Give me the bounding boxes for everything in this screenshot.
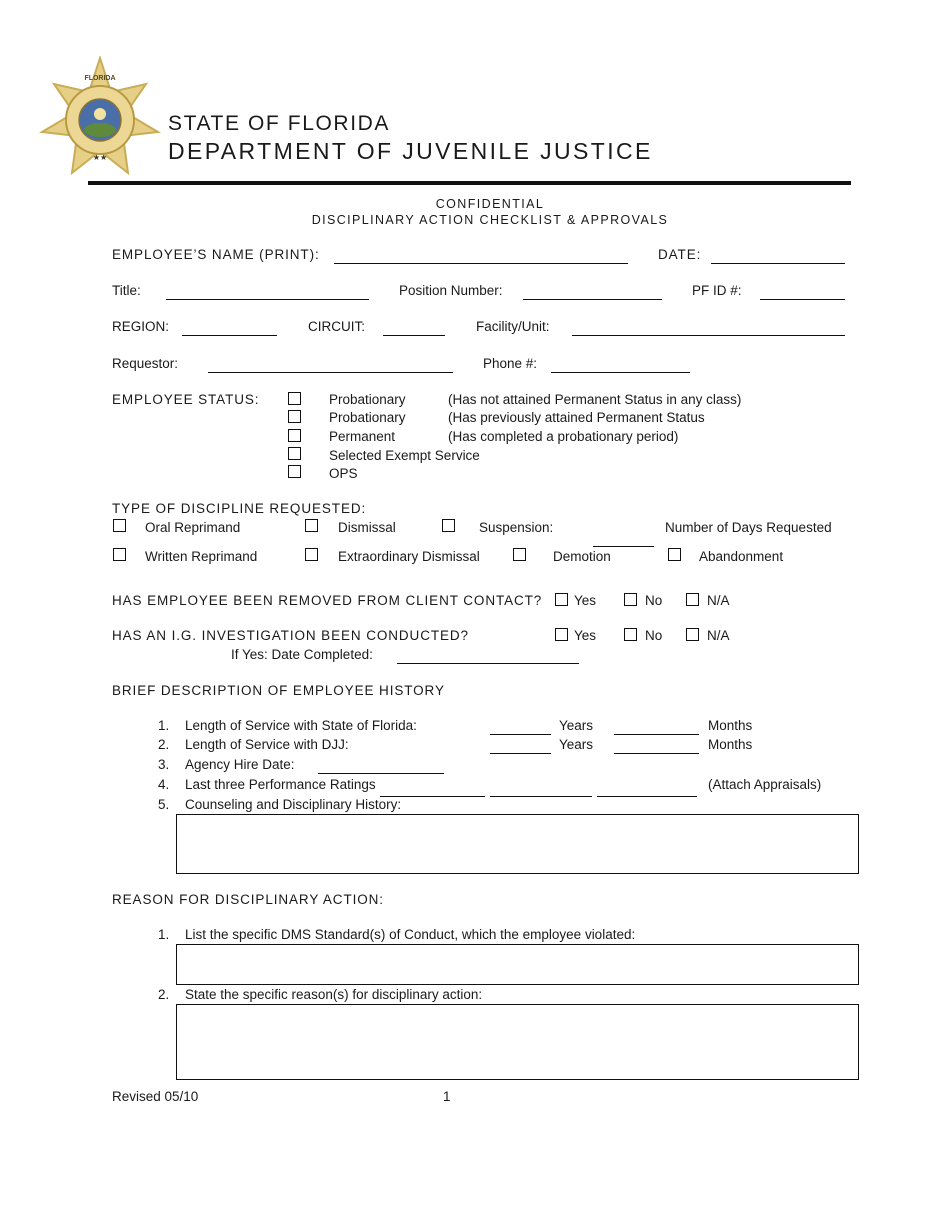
history-item-text: Counseling and Disciplinary History: bbox=[185, 797, 402, 812]
days-requested-label: Number of Days Requested bbox=[665, 520, 832, 535]
suspension-label: Suspension: bbox=[479, 520, 554, 535]
history-item-number: 1. bbox=[158, 718, 170, 733]
region-label: REGION: bbox=[112, 319, 170, 334]
written-reprimand-checkbox[interactable] bbox=[113, 548, 126, 561]
status-option-label: Probationary bbox=[329, 392, 406, 407]
yes-label: Yes bbox=[574, 628, 597, 643]
department-heading: DEPARTMENT OF JUVENILE JUSTICE bbox=[168, 138, 653, 164]
status-option-label: Permanent bbox=[329, 429, 396, 444]
status-option-label: Selected Exempt Service bbox=[329, 448, 480, 463]
no-label: No bbox=[645, 593, 663, 608]
state-service-years-field[interactable] bbox=[490, 734, 551, 735]
status-probationary-prior-checkbox[interactable] bbox=[288, 410, 301, 423]
facility-field[interactable] bbox=[572, 335, 845, 336]
phone-field[interactable] bbox=[551, 372, 690, 373]
employee-status-label: EMPLOYEE STATUS: bbox=[112, 392, 260, 407]
specific-reasons-textbox[interactable] bbox=[176, 1004, 859, 1080]
status-option-note: (Has previously attained Permanent Status bbox=[448, 410, 705, 425]
reason-item-number: 2. bbox=[158, 987, 170, 1002]
na-label: N/A bbox=[707, 628, 730, 643]
state-service-months-field[interactable] bbox=[614, 734, 699, 735]
yes-label: Yes bbox=[574, 593, 597, 608]
hire-date-field[interactable] bbox=[318, 773, 444, 774]
pf-id-field[interactable] bbox=[760, 299, 845, 300]
ig-yes-checkbox[interactable] bbox=[555, 628, 568, 641]
abandonment-label: Abandonment bbox=[699, 549, 784, 564]
written-reprimand-label: Written Reprimand bbox=[145, 549, 258, 564]
ig-investigation-question: HAS AN I.G. INVESTIGATION BEEN CONDUCTED? bbox=[112, 628, 469, 643]
demotion-checkbox[interactable] bbox=[513, 548, 526, 561]
reason-label: REASON FOR DISCIPLINARY ACTION: bbox=[112, 892, 384, 907]
history-label: BRIEF DESCRIPTION OF EMPLOYEE HISTORY bbox=[112, 683, 445, 698]
years-label: Years bbox=[559, 718, 594, 733]
ig-date-completed-field[interactable] bbox=[397, 663, 579, 664]
history-item-text: Length of Service with State of Florida: bbox=[185, 718, 417, 733]
oral-reprimand-checkbox[interactable] bbox=[113, 519, 126, 532]
ig-no-checkbox[interactable] bbox=[624, 628, 637, 641]
employee-name-field[interactable] bbox=[334, 263, 628, 264]
page-number: 1 bbox=[443, 1089, 451, 1104]
rating-2-field[interactable] bbox=[490, 796, 592, 797]
extraordinary-dismissal-label: Extraordinary Dismissal bbox=[338, 549, 480, 564]
title-field[interactable] bbox=[166, 299, 369, 300]
circuit-field[interactable] bbox=[383, 335, 445, 336]
attach-appraisals-note: (Attach Appraisals) bbox=[708, 777, 822, 792]
djj-service-years-field[interactable] bbox=[490, 753, 551, 754]
suspension-checkbox[interactable] bbox=[442, 519, 455, 532]
history-item-number: 2. bbox=[158, 737, 170, 752]
status-probationary-new-checkbox[interactable] bbox=[288, 392, 301, 405]
suspension-days-field[interactable] bbox=[593, 546, 654, 547]
employee-name-label: EMPLOYEE’S NAME (PRINT): bbox=[112, 247, 320, 262]
date-field[interactable] bbox=[711, 263, 845, 264]
history-item-number: 3. bbox=[158, 757, 170, 772]
status-ses-checkbox[interactable] bbox=[288, 447, 301, 460]
djj-service-months-field[interactable] bbox=[614, 753, 699, 754]
history-item-number: 4. bbox=[158, 777, 170, 792]
confidential-label: CONFIDENTIAL bbox=[435, 197, 545, 211]
years-label: Years bbox=[559, 737, 594, 752]
rating-3-field[interactable] bbox=[597, 796, 697, 797]
form-title: DISCIPLINARY ACTION CHECKLIST & APPROVALS bbox=[311, 213, 669, 227]
status-permanent-checkbox[interactable] bbox=[288, 429, 301, 442]
pf-id-label: PF ID #: bbox=[692, 283, 742, 298]
status-ops-checkbox[interactable] bbox=[288, 465, 301, 478]
months-label: Months bbox=[708, 737, 753, 752]
dismissal-checkbox[interactable] bbox=[305, 519, 318, 532]
dms-standards-textbox[interactable] bbox=[176, 944, 859, 985]
reason-item-text: State the specific reason(s) for disciplinary action: bbox=[185, 987, 483, 1002]
revision-date: Revised 05/10 bbox=[112, 1089, 199, 1104]
requestor-field[interactable] bbox=[208, 372, 453, 373]
if-yes-date-label: If Yes: Date Completed: bbox=[231, 647, 373, 662]
counseling-history-textbox[interactable] bbox=[176, 814, 859, 874]
ig-na-checkbox[interactable] bbox=[686, 628, 699, 641]
agency-badge bbox=[38, 56, 162, 180]
header-rule bbox=[88, 181, 851, 185]
abandonment-checkbox[interactable] bbox=[668, 548, 681, 561]
state-heading: STATE OF FLORIDA bbox=[168, 112, 391, 135]
demotion-label: Demotion bbox=[553, 549, 611, 564]
extraordinary-dismissal-checkbox[interactable] bbox=[305, 548, 318, 561]
reason-item-text: List the specific DMS Standard(s) of Conduct, which the employee violated: bbox=[185, 927, 636, 942]
status-option-note: (Has not attained Permanent Status in any class) bbox=[448, 392, 742, 407]
reason-item-number: 1. bbox=[158, 927, 170, 942]
history-item-text: Length of Service with DJJ: bbox=[185, 737, 349, 752]
discipline-type-label: TYPE OF DISCIPLINE REQUESTED: bbox=[112, 501, 367, 516]
circuit-label: CIRCUIT: bbox=[308, 319, 365, 334]
client-contact-yes-checkbox[interactable] bbox=[555, 593, 568, 606]
facility-label: Facility/Unit: bbox=[476, 319, 550, 334]
client-contact-na-checkbox[interactable] bbox=[686, 593, 699, 606]
seal-top-text: FLORIDA bbox=[84, 75, 116, 82]
title-label: Title: bbox=[112, 283, 141, 298]
status-option-label: OPS bbox=[329, 466, 358, 481]
history-item-number: 5. bbox=[158, 797, 170, 812]
seal-stars: ★★ bbox=[92, 153, 108, 162]
phone-label: Phone #: bbox=[483, 356, 538, 371]
client-contact-question: HAS EMPLOYEE BEEN REMOVED FROM CLIENT CONTACT? bbox=[112, 593, 543, 608]
region-field[interactable] bbox=[182, 335, 277, 336]
position-number-field[interactable] bbox=[523, 299, 662, 300]
oral-reprimand-label: Oral Reprimand bbox=[145, 520, 241, 535]
no-label: No bbox=[645, 628, 663, 643]
requestor-label: Requestor: bbox=[112, 356, 179, 371]
months-label: Months bbox=[708, 718, 753, 733]
status-option-note: (Has completed a probationary period) bbox=[448, 429, 679, 444]
position-number-label: Position Number: bbox=[399, 283, 503, 298]
history-item-text: Last three Performance Ratings bbox=[185, 777, 376, 792]
dismissal-label: Dismissal bbox=[338, 520, 396, 535]
na-label: N/A bbox=[707, 593, 730, 608]
client-contact-no-checkbox[interactable] bbox=[624, 593, 637, 606]
status-option-label: Probationary bbox=[329, 410, 406, 425]
history-item-text: Agency Hire Date: bbox=[185, 757, 295, 772]
date-label: DATE: bbox=[658, 247, 702, 262]
